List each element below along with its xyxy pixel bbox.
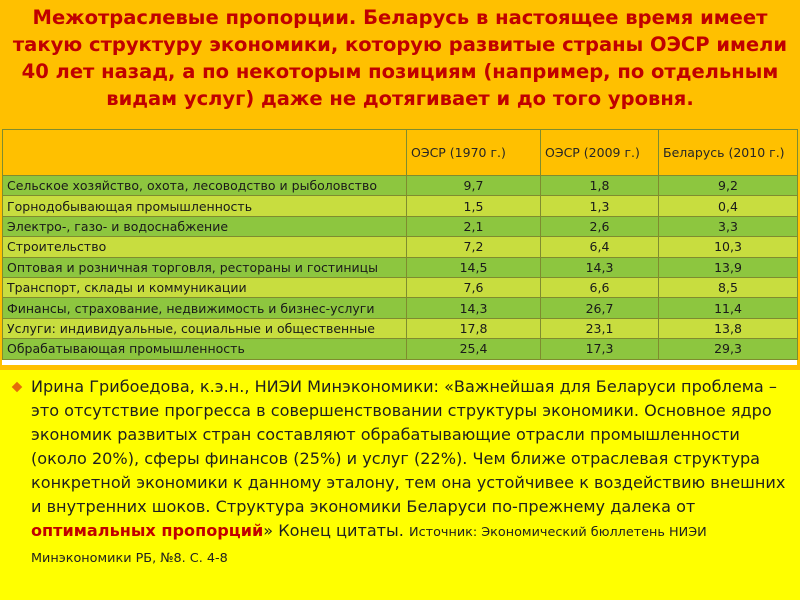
- table-row: [3, 298, 798, 318]
- table-row: [3, 216, 798, 236]
- quote-paragraph: [31, 375, 789, 571]
- sector-name: Оптовая и розничная торговля, рестораны и гостиницы: [3, 257, 407, 277]
- table-row: [3, 237, 798, 257]
- slide-title: [0, 4, 800, 112]
- value-belarus-2010: 29,3: [659, 339, 798, 359]
- title-text: Беларусь в настоящее время имеет такую структуру экономики, которую развитые страны ОЭСР имели 40 лет назад, а по некоторым позициям (например, по отдельным видам услуг) даже не дотягивает и до того уровня.: [12, 6, 788, 110]
- table-header-row: [3, 130, 798, 176]
- value-belarus-2010: 11,4: [659, 298, 798, 318]
- table-row: [3, 257, 798, 277]
- sector-name: Обрабатывающая промышленность: [3, 339, 407, 359]
- table-row: [3, 339, 798, 359]
- table-row: [3, 318, 798, 338]
- value-belarus-2010: 3,3: [659, 216, 798, 236]
- value-oecd-2009: 1,3: [541, 196, 659, 216]
- sector-name: Услуги: индивидуальные, социальные и общественные: [3, 318, 407, 338]
- value-oecd-1970: 25,4: [407, 339, 541, 359]
- value-oecd-1970: 2,1: [407, 216, 541, 236]
- quote-source: Источник: Экономический бюллетень НИЭИ Минэкономики РБ, №8. С. 4-8: [31, 525, 707, 566]
- value-oecd-2009: 17,3: [541, 339, 659, 359]
- value-oecd-2009: 1,8: [541, 176, 659, 196]
- value-belarus-2010: 9,2: [659, 176, 798, 196]
- value-oecd-1970: 7,6: [407, 277, 541, 297]
- header-sector: [3, 130, 407, 176]
- table-row: [3, 196, 798, 216]
- value-belarus-2010: 10,3: [659, 237, 798, 257]
- sector-structure-table: [2, 129, 798, 360]
- header-oecd-2009: ОЭСР (2009 г.): [541, 130, 659, 176]
- value-oecd-1970: 17,8: [407, 318, 541, 338]
- value-oecd-2009: 26,7: [541, 298, 659, 318]
- sector-name: Горнодобывающая промышленность: [3, 196, 407, 216]
- value-belarus-2010: 8,5: [659, 277, 798, 297]
- value-oecd-1970: 1,5: [407, 196, 541, 216]
- value-oecd-1970: 7,2: [407, 237, 541, 257]
- value-belarus-2010: 13,8: [659, 318, 798, 338]
- quote-text: Ирина Грибоедова, к.э.н., НИЭИ Минэкономики: «Важнейшая для Беларуси проблема – это отсутствие прогресса в совершенствовании структуры экономики. Основное ядро экономик развитых стран составляют обрабатывающие отрасли промышленности (около 20%), сферы финансов (25%) и услуг (22%). Чем ближе отраслевая структура конкретной экономики к данному эталону, тем она устойчивее к воздействию внешних и внутренних шоков. Структура экономики Беларуси по-прежнему далека от: [31, 377, 786, 516]
- table-row: [3, 176, 798, 196]
- header-oecd-1970: ОЭСР (1970 г.): [407, 130, 541, 176]
- value-oecd-2009: 6,6: [541, 277, 659, 297]
- header-belarus-2010: Беларусь (2010 г.): [659, 130, 798, 176]
- value-oecd-1970: 14,5: [407, 257, 541, 277]
- sector-name: Транспорт, склады и коммуникации: [3, 277, 407, 297]
- table-row: [3, 277, 798, 297]
- sector-table-container: [2, 129, 797, 365]
- value-belarus-2010: 0,4: [659, 196, 798, 216]
- sector-name: Финансы, страхование, недвижимость и бизнес-услуги: [3, 298, 407, 318]
- quote-highlight: оптимальных пропорций: [31, 521, 264, 540]
- value-oecd-2009: 2,6: [541, 216, 659, 236]
- title-lead: Межотраслевые пропорции.: [32, 6, 357, 29]
- value-oecd-2009: 14,3: [541, 257, 659, 277]
- value-oecd-2009: 23,1: [541, 318, 659, 338]
- sector-name: Строительство: [3, 237, 407, 257]
- sector-name: Сельское хозяйство, охота, лесоводство и рыболовство: [3, 176, 407, 196]
- value-belarus-2010: 13,9: [659, 257, 798, 277]
- value-oecd-1970: 9,7: [407, 176, 541, 196]
- value-oecd-1970: 14,3: [407, 298, 541, 318]
- value-oecd-2009: 6,4: [541, 237, 659, 257]
- sector-name: Электро-, газо- и водоснабжение: [3, 216, 407, 236]
- quote-closing: » Конец цитаты.: [263, 521, 404, 540]
